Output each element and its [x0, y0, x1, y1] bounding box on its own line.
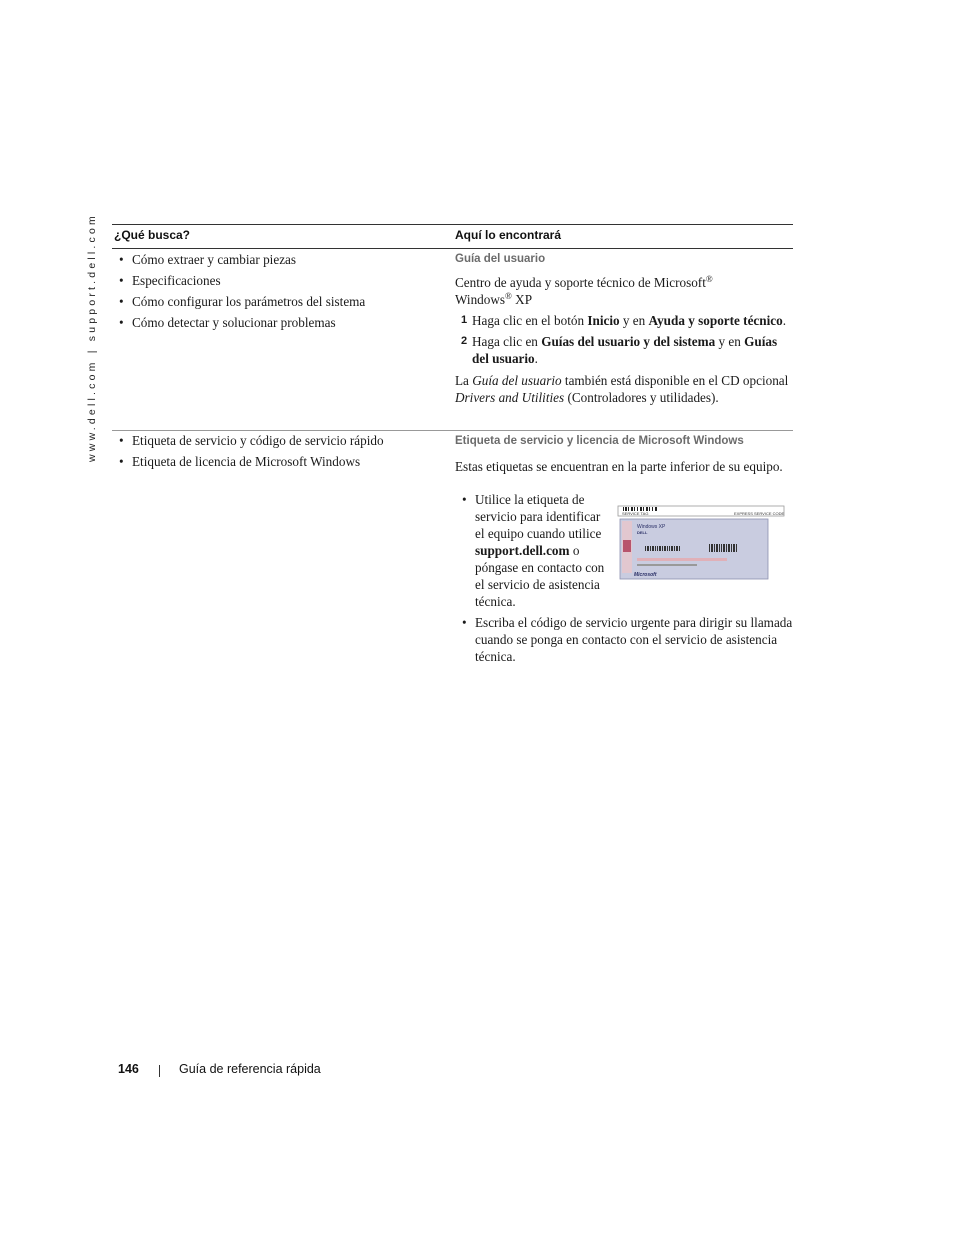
list-item: • Cómo extraer y cambiar piezas [119, 252, 297, 267]
svg-text:SERVICE TAG: SERVICE TAG [622, 511, 649, 516]
list-item: • Especificaciones [119, 273, 221, 288]
step-1: 1 Haga clic en el botón Inicio y en Ayuda y soporte técnico. [461, 313, 787, 328]
list-item: • Cómo configurar los parámetros del sistema [119, 294, 366, 309]
labels-intro: Estas etiquetas se encuentran en la parte inferior de su equipo. [455, 459, 783, 474]
step-2: 2 Haga clic en Guías del usuario y del sistema y en Guías del usuario. [461, 334, 778, 366]
list-item: • Escriba el código de servicio urgente para dirigir su llamada cuando se ponga en contacto con el servicio de asistencia técnica. [462, 615, 793, 664]
svg-text:EXPRESS SERVICE CODE: EXPRESS SERVICE CODE [734, 511, 785, 516]
list-item: • Etiqueta de licencia de Microsoft Windows [119, 454, 361, 469]
svg-text:Windows XP: Windows XP [637, 524, 666, 530]
row1-left [112, 251, 442, 331]
row2-left [112, 432, 442, 470]
list-item: • Etiqueta de servicio y código de servicio rápido [119, 433, 384, 448]
help-center-text: Centro de ayuda y soporte técnico de Microsoft® Windows® XP [455, 274, 713, 307]
header-left: ¿Qué busca? [114, 228, 191, 242]
list-item: • Cómo detectar y solucionar problemas [119, 315, 336, 330]
cd-note: La Guía del usuario también está disponible en el CD opcional Drivers and Utilities (Controladores y utilidades). [455, 373, 789, 405]
list-item: • Utilice la etiqueta de servicio para identificar el equipo cuando utilice support.dell.com o póngase en contacto con el servicio de asistencia técnica. [462, 492, 605, 609]
table-top-rule [112, 224, 793, 225]
footer-title: Guía de referencia rápida [179, 1062, 321, 1076]
page-number: 146 [118, 1062, 139, 1076]
section-title-user-guide: Guía del usuario [455, 253, 546, 265]
row-rule [112, 430, 793, 431]
svg-text:Microsoft: Microsoft [634, 572, 657, 578]
service-tag-label-image [617, 502, 787, 584]
header-right: Aquí lo encontrará [455, 228, 562, 242]
row2-right [455, 433, 793, 665]
side-url: www.dell.com | support.dell.com [86, 213, 98, 462]
header-rule [112, 248, 793, 249]
row1-right [455, 251, 793, 406]
svg-text:DELL: DELL [637, 530, 648, 535]
footer-separator [159, 1065, 160, 1077]
section-title-labels: Etiqueta de servicio y licencia de Microsoft Windows [455, 435, 744, 447]
